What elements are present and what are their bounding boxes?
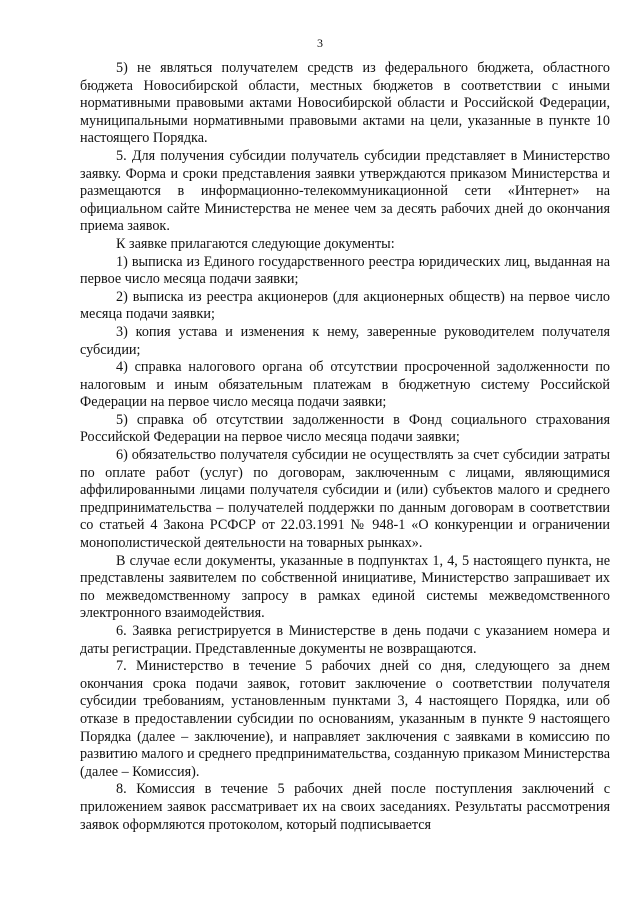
- paragraph-clause-6-registration: 6. Заявка регистрируется в Министерстве в день подачи с указанием номера и даты регистрации. Представленные документы не возвращаются.: [80, 623, 610, 657]
- page-number: 3: [317, 36, 323, 50]
- paragraph-document-1: 1) выписка из Единого государственного реестра юридических лиц, выданная на первое число месяца подачи заявки;: [80, 253, 610, 288]
- paragraph-clause-8-commission: 8. Комиссия в течение 5 рабочих дней после поступления заключений с приложением заявок рассматривает их на своих заседаниях. Результаты рассмотрения заявок оформляются протоколом, который подписывается: [80, 781, 610, 833]
- paragraph-item-5-requirement: 5) не являться получателем средств из федерального бюджета, областного бюджета Новосибирской области, местных бюджетов в соответствии с иными нормативными правовыми актами Новосибирской области и Российской Федерации, муниципальными нормативными правовыми актами на цели, указанные в пункте 10 настоящего Порядка.: [80, 60, 610, 147]
- paragraph-interagency-request: В случае если документы, указанные в подпунктах 1, 4, 5 настоящего пункта, не представлены заявителем по собственной инициативе, Министерство запрашивает их по межведомственному запросу в рамках единой системы межведомственного электронного взаимодействия.: [80, 552, 610, 622]
- paragraph-document-2: 2) выписка из реестра акционеров (для акционерных обществ) на первое число месяца подачи заявки;: [80, 288, 610, 323]
- paragraph-documents-intro: К заявке прилагаются следующие документы:: [116, 235, 395, 252]
- paragraph-document-3: 3) копия устава и изменения к нему, заверенные руководителем получателя субсидии;: [80, 323, 610, 358]
- paragraph-document-6: 6) обязательство получателя субсидии не осуществлять за счет субсидии затраты по оплате работ (услуг) по договорам, заключенным с лицами, являющимися аффилированными лицами получателя субсидии и (или) субъектов малого и среднего предпринимательства – получателей поддержки по данным договорам в соответствии со статьей 4 Закона РСФСР от 22.03.1991 № 948-1 «О конкуренции и ограничении монополистической деятельности на товарных рынках».: [80, 447, 610, 552]
- paragraph-clause-5-application: 5. Для получения субсидии получатель субсидии представляет в Министерство заявку. Форма и сроки представления заявки утверждаются приказом Министерства и размещаются в информационно-телекоммуникационной сети «Интернет» на официальном сайте Министерства не менее чем за десять рабочих дней до окончания приема заявок.: [80, 147, 610, 235]
- document-body: [80, 60, 610, 834]
- paragraph-document-5: 5) справка об отсутствии задолженности в Фонд социального страхования Российской Федерации на первое число месяца подачи заявки;: [80, 411, 610, 446]
- paragraph-document-4: 4) справка налогового органа об отсутствии просроченной задолженности по налоговым и иным обязательным платежам в бюджетную систему Российской Федерации на первое число месяца подачи заявки;: [80, 359, 610, 411]
- paragraph-clause-7-conclusion: 7. Министерство в течение 5 рабочих дней со дня, следующего за днем окончания срока подачи заявок, готовит заключение о соответствии получателя субсидии требованиям, установленным пунктами 3, 4 настоящего Порядка, или об отказе в предоставлении субсидии по основаниям, указанным в пункте 9 настоящего Порядка (далее – заключение), и направляет заключения с заявками в комиссию по развитию малого и среднего предпринимательства, созданную приказом Министерства (далее – Комиссия).: [80, 658, 610, 780]
